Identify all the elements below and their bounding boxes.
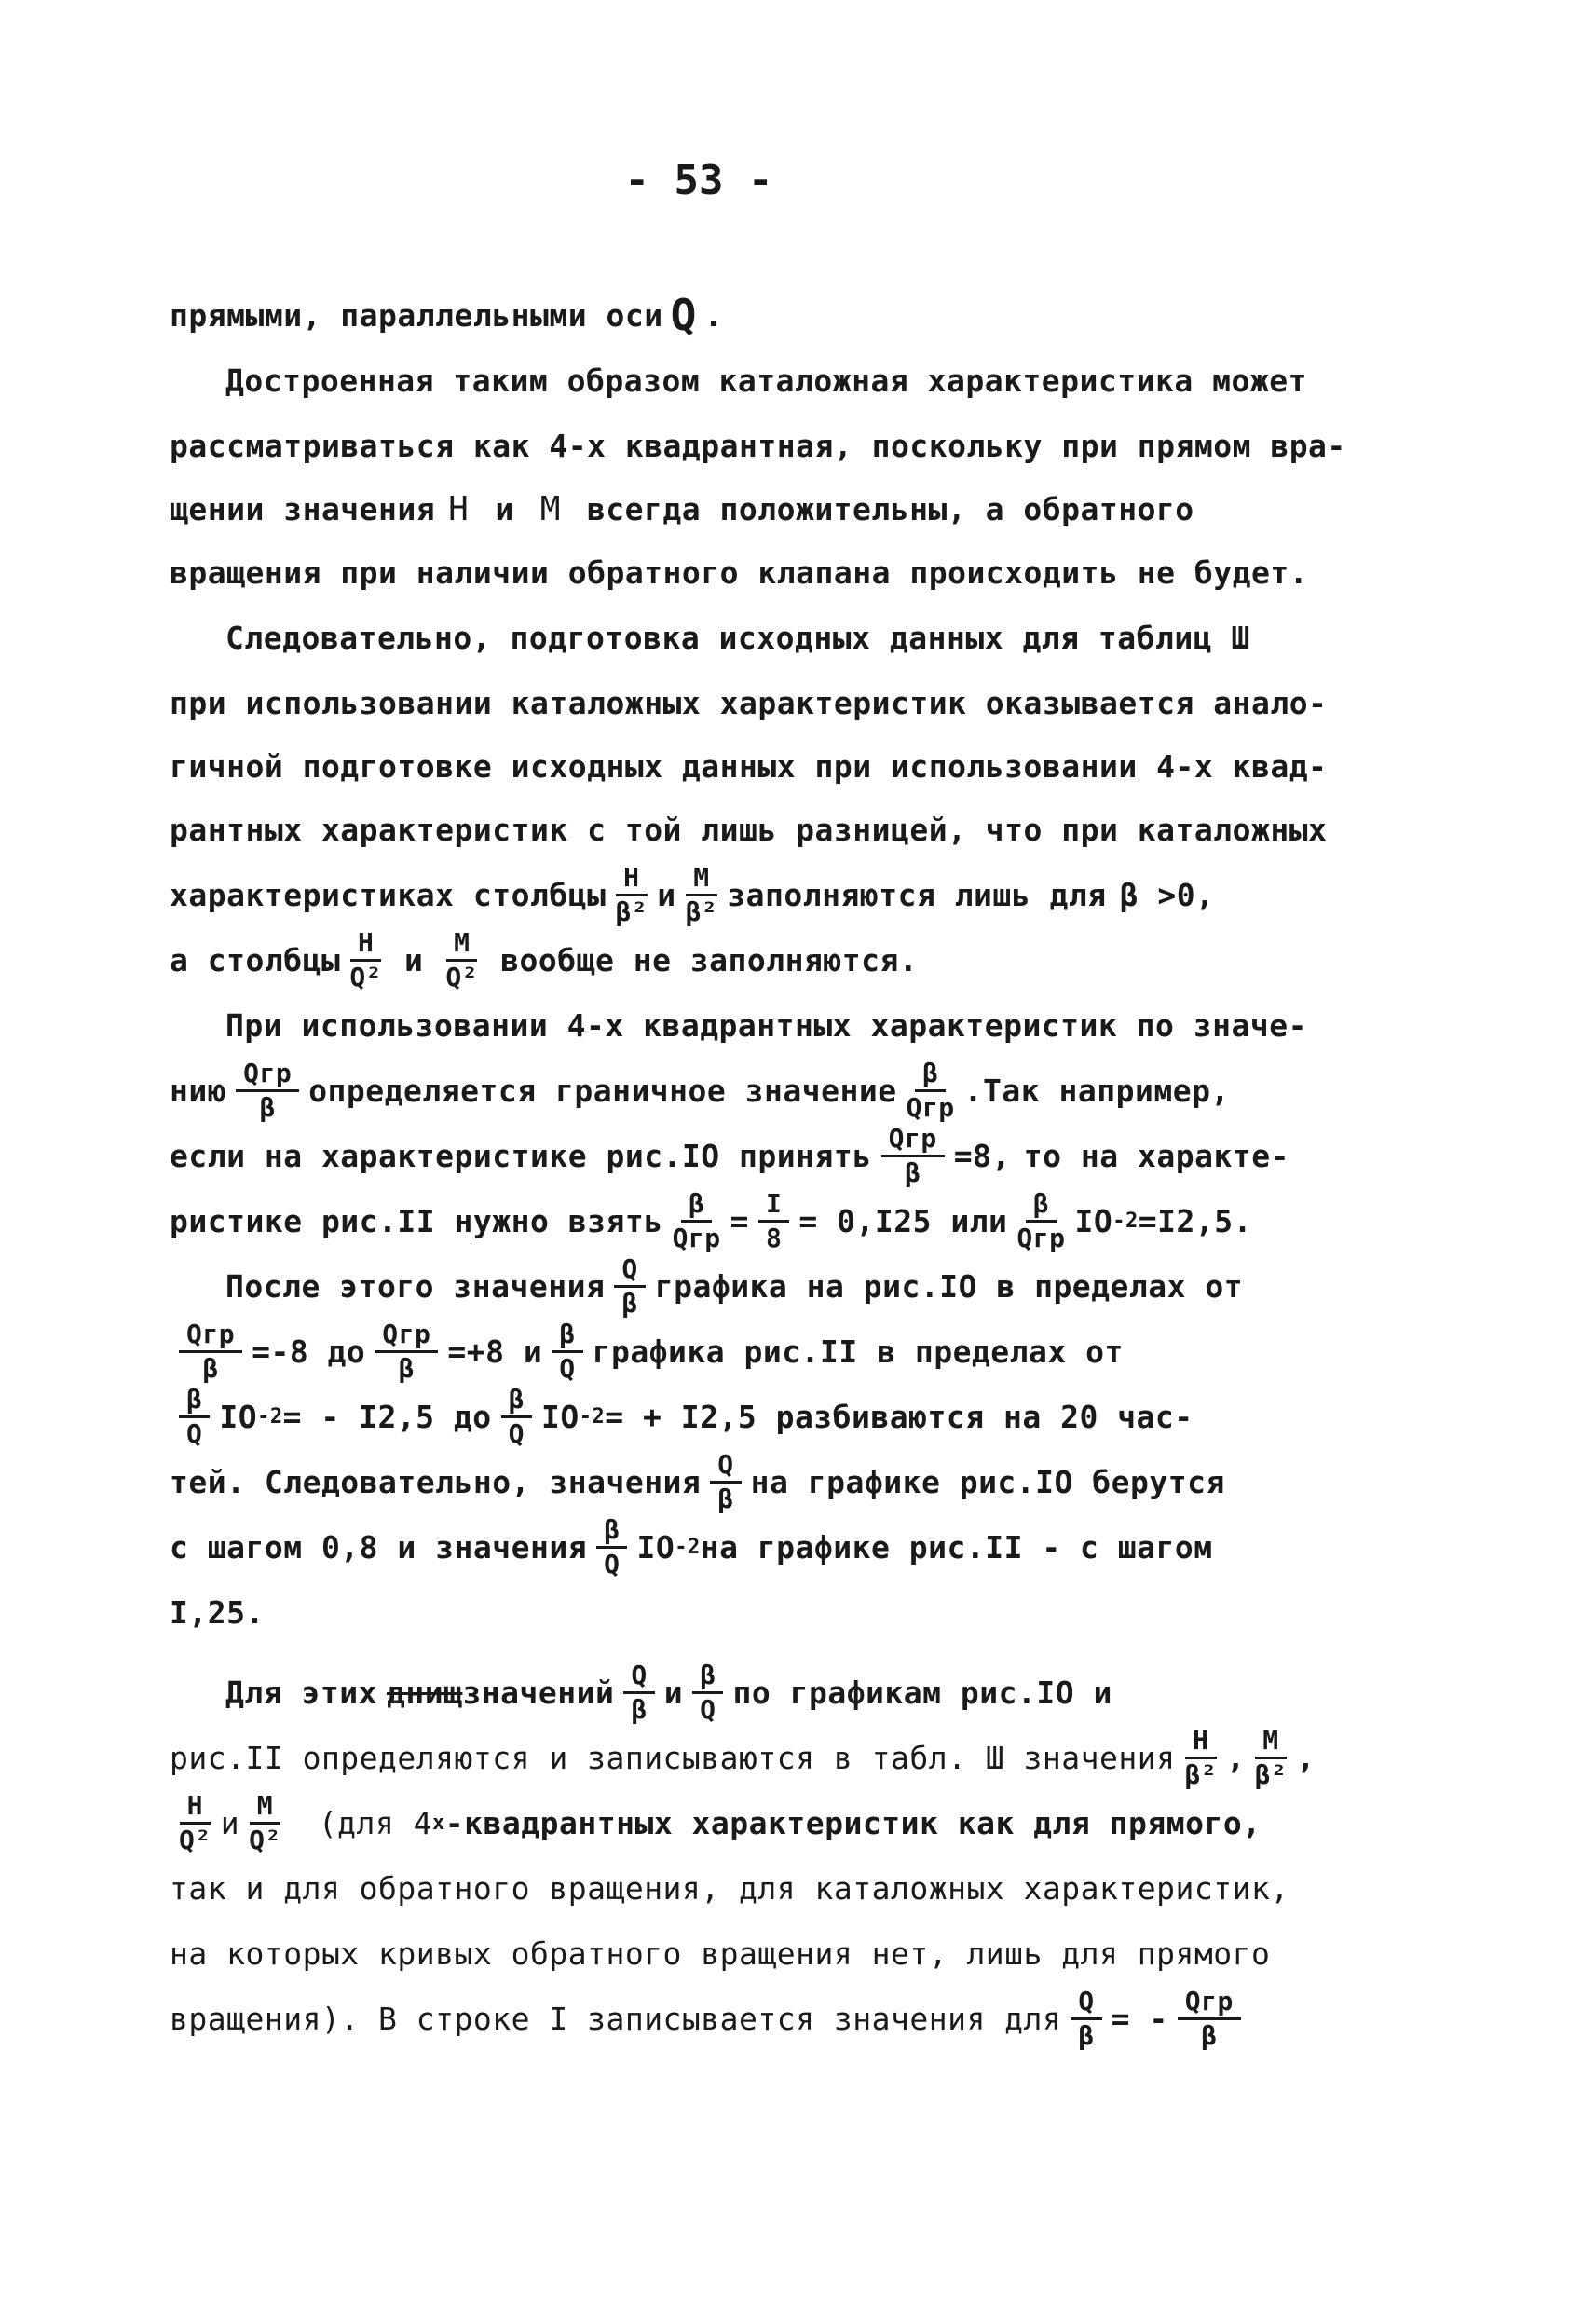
symbol-m: M [539,489,561,528]
text-line: рис.II определяются и записываются в табл. Ш значения $\frac{H}{\text{β²}}$ , $\frac{M}{\text{β²}}$ , [170,1725,1316,1790]
fraction: $\frac{Q}{\beta}$ [623,1661,654,1723]
fraction: $\frac{M}{\text{Q²}}$ [445,927,479,992]
fraction: $\frac{H}{\text{β²}}$ [1184,1725,1218,1790]
text-line: рассматриваться как 4-х квадрантная, поскольку при прямом вра- [170,427,1346,464]
fraction: $\frac{\beta}{Q}$ [552,1320,582,1382]
fraction: $\frac{\text{Qгр}}{\beta}$ [236,1060,299,1121]
page-number: - 53 - [624,157,773,204]
fraction: $\frac{Q}{\beta}$ [614,1255,645,1317]
fraction: $\frac{Q}{\beta}$ [710,1451,741,1512]
text-line: ристике рис.II нужно взять $\frac{\beta}{\text{Qгр}}$ = $\frac{I}{8}$ = 0,I25 или $\frac{\beta}{\text{Qгр}}$ IO -2 =I2,5. [170,1188,1252,1253]
fraction: $\frac{\beta}{\text{Qгр}}$ [906,1058,955,1123]
text-line: тей. Следовательно, значения $\frac{Q}{\beta}$ на графике рис.IO берутся [170,1449,1225,1514]
fraction: $\frac{\beta}{Q}$ [596,1516,627,1578]
fraction: $\frac{\text{Qгр}}{\beta}$ [375,1320,438,1382]
fraction: $\frac{H}{\text{Q²}}$ [349,927,383,992]
fraction: $\frac{\beta}{Q}$ [179,1386,210,1447]
text-line: вращения). В строке I записывается значения для $\frac{Q}{\beta}$ = - $\frac{\text{Qгр}}{\beta}$ [170,1985,1409,2052]
text-line: на которых кривых обратного вращения нет, лишь для прямого [170,1935,1271,1972]
text-line: нию $\frac{\text{Qгр}}{\beta}$ определяется граничное значение $\frac{\beta}{\text{Qгр}}$ .Так например, [170,1058,1230,1123]
symbol-h: H [448,489,470,528]
fraction: $\frac{M}{\text{β²}}$ [685,862,718,927]
fraction: $\frac{\text{Qгр}}{\beta}$ [179,1320,242,1382]
fraction: $\frac{\text{Qгр}}{\beta}$ [1178,1988,1241,2049]
text-line: При использовании 4-х квадрантных характеристик по значе- [225,1006,1307,1044]
fraction: $\frac{M}{\text{Q²}}$ [249,1790,281,1855]
text-line: $\frac{\text{Qгр}}{\beta}$ =-8 до $\frac{\text{Qгр}}{\beta}$ =+8 и $\frac{\beta}{Q}$ графика рис.II в пределах от [170,1318,1409,1385]
text-line: $\frac{H}{\text{Q²}}$ и $\frac{M}{\text{Q²}}$ (для 4 х -квадрантных характеристик как для прямого, [179,1790,1262,1855]
text-line: гичной подготовке исходных данных при использовании 4-х квад- [170,747,1328,785]
struck-word: днищ [386,1674,463,1711]
fraction: $\frac{\text{Qгр}}{\beta}$ [881,1125,945,1186]
fraction: $\frac{I}{8}$ [758,1190,789,1251]
fraction: $\frac{M}{\text{β²}}$ [1254,1725,1288,1790]
text-line: рантных характеристик с той лишь разницей, что при каталожных [170,811,1328,848]
text-line: при использовании каталожных характеристик оказывается анало- [170,684,1328,721]
fraction: $\frac{\beta}{\text{Qгр}}$ [1016,1188,1066,1253]
fraction: $\frac{\beta}{Q}$ [501,1386,532,1447]
text-line: Для этих днищ значений $\frac{Q}{\beta}$ и $\frac{\beta}{Q}$ по графикам рис.IO и [225,1660,1112,1725]
text-line: I,25. [170,1593,265,1631]
text-line: Достроенная таким образом каталожная характеристика может [225,362,1307,399]
text-line: так и для обратного вращения, для каталожных характеристик, [170,1869,1289,1907]
fraction: $\frac{\beta}{Q}$ [692,1661,723,1723]
text-line: После этого значения $\frac{Q}{\beta}$ графика на рис.IO в пределах от [225,1253,1244,1319]
fraction: $\frac{\beta}{\text{Qгр}}$ [672,1188,721,1253]
text-line: а столбцы $\frac{H}{\text{Q²}}$ и $\frac{M}{\text{Q²}}$ вообще не заполняются. [170,927,919,992]
text-line: $\frac{\beta}{Q}$ IO -2 = - I2,5 до $\frac{\beta}{Q}$ IO -2 = + I2,5 разбиваются на 20 час- [170,1383,1409,1450]
text-line: прямыми, параллельными оси Q . [170,290,724,340]
fraction: $\frac{H}{\text{β²}}$ [615,862,648,927]
text-line: с шагом 0,8 и значения $\frac{\beta}{Q}$ IO -2 на графике рис.II - с шагом [170,1514,1213,1579]
text-line: если на характеристике рис.IO принять $\frac{\text{Qгр}}{\beta}$ =8, то на характе- [170,1123,1289,1188]
text-line: Следовательно, подготовка исходных данных для таблиц Ш [225,619,1250,656]
fraction: $\frac{H}{\text{Q²}}$ [179,1790,211,1855]
text-line: характеристиках столбцы $\frac{H}{\text{β²}}$ и $\frac{M}{\text{β²}}$ заполняются лишь для β >0, [170,862,1215,927]
text-line: вращения при наличии обратного клапана происходить не будет. [170,554,1309,591]
text-line: щении значения H и M всегда положительны, а обратного [170,489,1194,528]
fraction: $\frac{Q}{\beta}$ [1071,1988,1101,2049]
